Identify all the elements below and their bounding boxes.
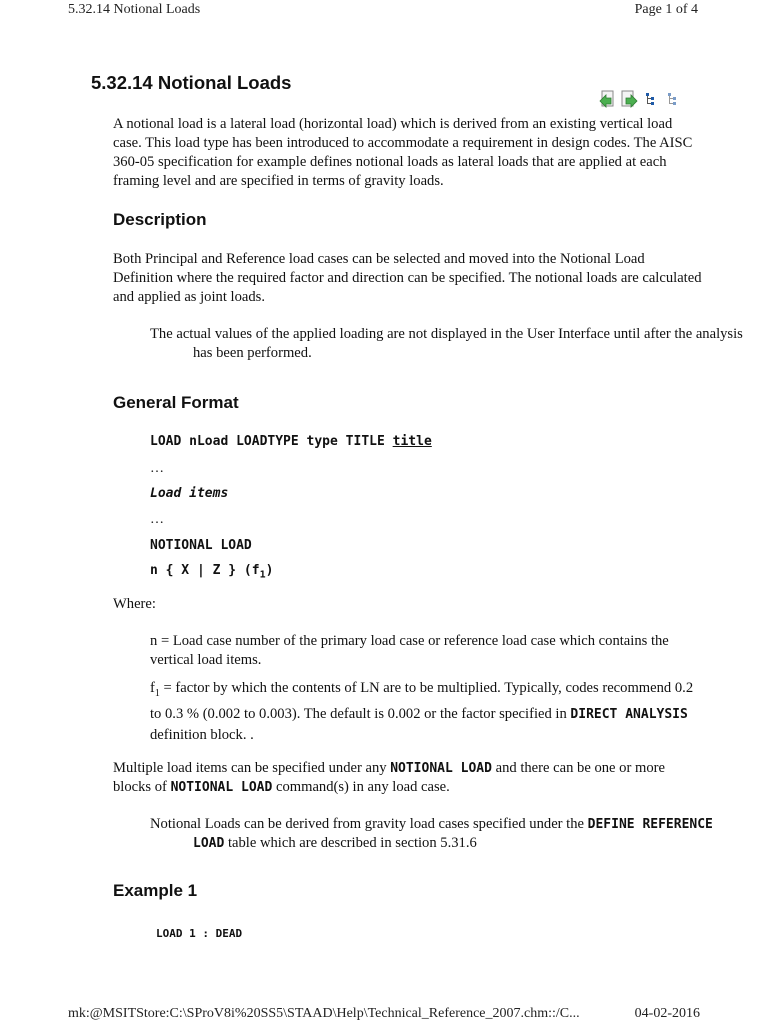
page-number: Page 1 of 4 <box>634 2 698 17</box>
syntax-notional-load: NOTIONAL LOAD <box>150 538 252 553</box>
previous-topic-icon[interactable] <box>598 90 617 108</box>
multiple-items-paragraph: Multiple load items can be specified under any NOTIONAL LOAD and there can be one or more blocks of NOTIONAL LOAD command(s) in any load case. <box>113 760 665 795</box>
syntax-load-line: LOAD nLoad LOADTYPE type TITLE title <box>150 434 432 449</box>
syntax-load-items: Load items <box>150 486 229 501</box>
intro-paragraph: A notional load is a lateral load (horizontal load) which is derived from an existing vertical load case. This load type has been introduced to accommodate a requirement in design codes. The AISC 360-05 specification for example defines notional loads as lateral loads that are applied at each framing level and are specified in terms of gravity loads. <box>113 116 693 189</box>
description-heading: Description <box>113 210 207 229</box>
n-definition: n = Load case number of the primary load case or reference load case which contains the vertical load items. <box>150 633 669 668</box>
syntax-direction: n { X | Z } $(f_1)$ <box>150 563 274 581</box>
page-title: 5.32.14 Notional Loads <box>91 72 292 93</box>
expand-icon[interactable] <box>642 90 661 108</box>
ui-note: The actual values of the applied loading are not displayed in the User Interface until after the analysis has been performed. <box>150 326 743 361</box>
example-heading: Example 1 <box>113 881 198 900</box>
description-paragraph: Both Principal and Reference load cases can be selected and moved into the Notional Load Definition where the required factor and direction can be specified. The notional loads are calculated and applied as joint loads. <box>113 251 702 305</box>
footer-date: 04-02-2016 <box>634 1006 700 1021</box>
gravity-note: Notional Loads can be derived from gravity load cases specified under the DEFINE REFERENCE LOAD table which are described in section 5.31.6 <box>150 816 713 851</box>
syntax-ellipsis: … <box>150 461 164 476</box>
f1-definition: $f_1$ = factor by which the contents of LN are to be multiplied. Typically, codes recommend 0.2 to 0.3 % (0.002 to 0.003). The default is 0.002 or the factor specified in DIRECT ANALYSIS definition block. . <box>150 680 694 743</box>
general-format-heading: General Format <box>113 393 239 412</box>
next-topic-icon[interactable] <box>620 90 639 108</box>
where-label: Where: <box>113 596 156 612</box>
topic-toolbar <box>598 90 683 108</box>
footer-url: mk:@MSITStore:C:\SProV8i%20SS5\STAAD\Help\Technical_Reference_2007.chm::/C... <box>68 1006 580 1021</box>
page-header-title: 5.32.14 Notional Loads <box>68 2 201 17</box>
syntax-ellipsis: … <box>150 512 164 527</box>
collapse-icon[interactable] <box>664 90 683 108</box>
example-code: LOAD 1 : DEAD <box>156 927 243 940</box>
